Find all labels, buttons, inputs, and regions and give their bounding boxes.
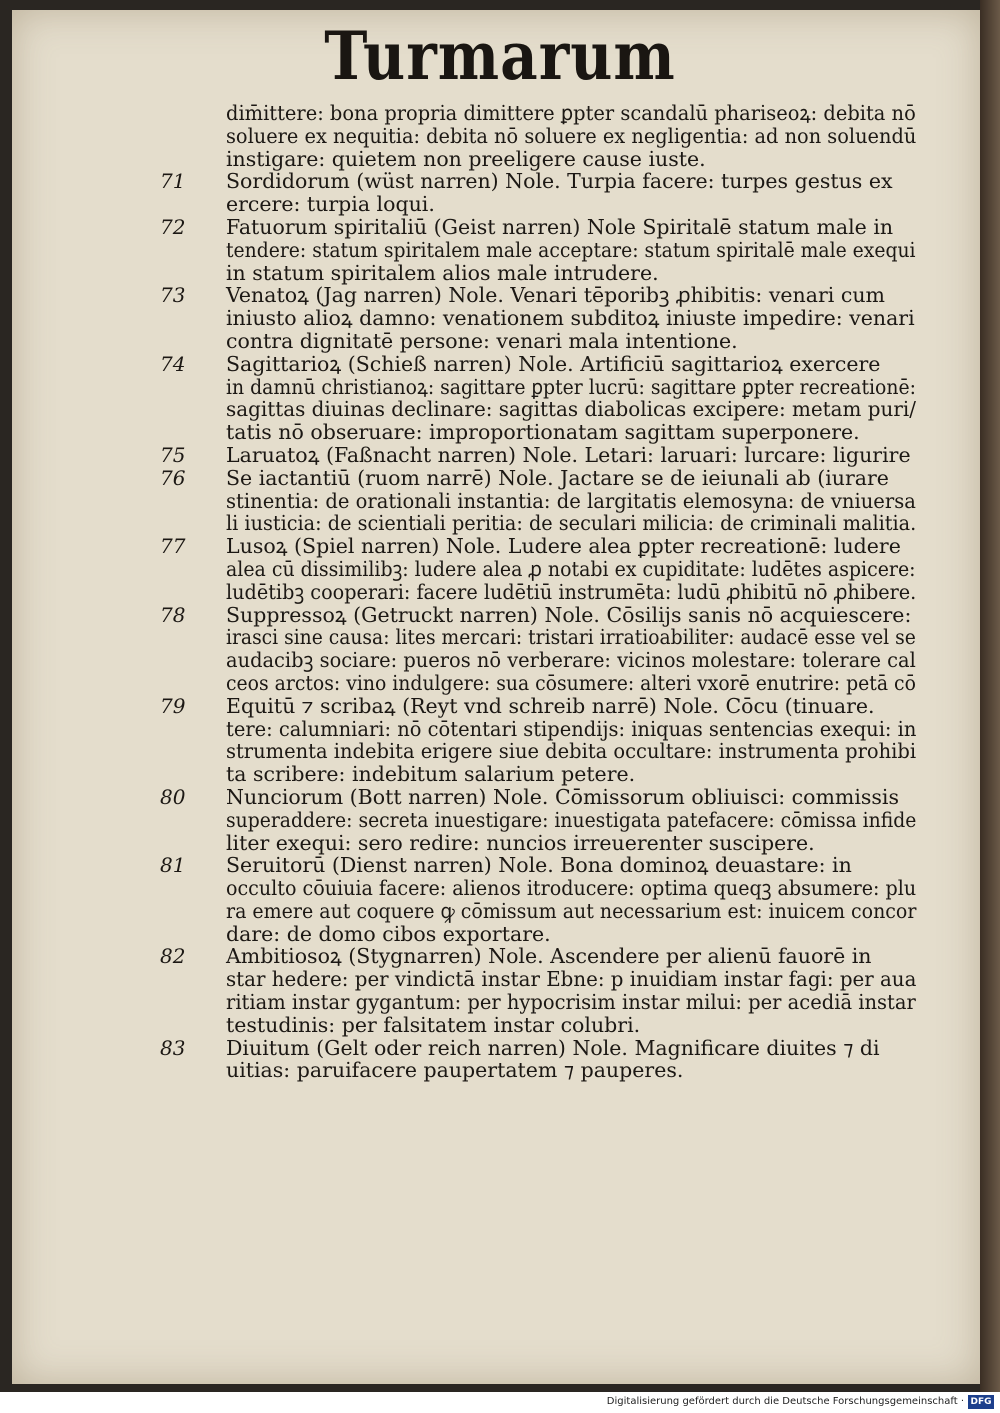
text-line [160, 1059, 920, 1082]
entry-number: 76 [160, 465, 186, 490]
line-text: soluere ex nequitia: debita nō soluere ex negligentia: ad non soluendū [226, 123, 917, 148]
line-text: ta scribere: indebitum salarium petere. [226, 762, 636, 787]
text-line [160, 102, 920, 125]
text-line [160, 262, 920, 285]
text-line [160, 376, 920, 399]
line-text: dim̄ittere: bona propria dimittere ꝑpter scandalū phariseoꝝ: debita nō [226, 101, 916, 125]
line-text: ritiam instar gygantum: per hypocrisim instar milui: per acediā instar [226, 990, 916, 1015]
line-text: Fatuorum spiritaliū (Geist narren) Nole Spiritalē statum male in [226, 214, 894, 239]
entry-number: 83 [160, 1035, 186, 1060]
text-line [160, 1037, 920, 1060]
line-text: ercere: turpia loqui. [226, 192, 435, 217]
text-line [160, 1014, 920, 1037]
line-text: Nunciorum (Bott narren) Nole. Cōmissorum obliuisci: commissis [226, 784, 900, 809]
text-line [160, 786, 920, 809]
line-text: occulto cōuiuia facere: alienos itroducere: optima queqꝫ absumere: plu [226, 876, 917, 901]
line-text: Venatoꝝ (Jag narren) Nole. Venari tēporibꝫ ꝓhibitis: venari cum [226, 283, 885, 308]
text-line [160, 672, 920, 695]
text-line [160, 945, 920, 968]
line-text: ceos arctos: vino indulgere: sua cōsumere: alteri vxorē enutrire: petā cō [226, 670, 916, 695]
text-line [160, 512, 920, 535]
text-line [160, 193, 920, 216]
line-text: Se iactantiū (ruom narrē) Nole. Jactare se de ieiunali ab (iurare [226, 465, 889, 490]
page-body-text [160, 102, 920, 1082]
text-line [160, 695, 920, 718]
line-text: Sagittarioꝝ (Schieß narren) Nole. Artificiū sagittarioꝝ exercere [226, 351, 881, 376]
text-line [160, 148, 920, 171]
line-text: Equitū ⁊ scribaꝝ (Reyt vnd schreib narrē) Nole. Cōcu (tinuare. [226, 693, 875, 718]
line-text: Sordidorum (wüst narren) Nole. Turpia facere: turpes gestus ex [226, 169, 893, 194]
entry-number: 80 [160, 784, 186, 809]
footer-bar [0, 1392, 1000, 1413]
line-text: Seruitorū (Dienst narren) Nole. Bona dominoꝝ deuastare: in [226, 853, 852, 878]
text-line [160, 467, 920, 490]
line-text: ludētibꝫ cooperari: facere ludētiū instrumēta: ludū ꝓhibitū nō ꝓhibere. [226, 579, 917, 604]
line-text: irasci sine causa: lites mercari: tristari irratioabiliter: audacē esse vel se [226, 625, 916, 650]
text-line [160, 763, 920, 786]
line-text: dare: de domo cibos exportare. [226, 921, 551, 946]
text-line [160, 216, 920, 239]
line-text: Lusoꝝ (Spiel narren) Nole. Ludere alea ꝑpter recreationē: ludere [226, 534, 901, 559]
entry-number: 71 [160, 169, 186, 194]
footer-credit: Digitalisierung gefördert durch die Deutsche Forschungsgemeinschaft · [606, 1396, 964, 1407]
line-text: testudinis: per falsitatem instar colubri. [226, 1012, 641, 1037]
text-line [160, 125, 920, 148]
text-line [160, 740, 920, 763]
line-text: in damnū christianoꝝ: sagittare ꝑpter lucrū: sagittare ꝑpter recreationē: [226, 374, 916, 399]
line-text: Laruatoꝝ (Faßnacht narren) Nole. Letari: laruari: lurcare: ligurire [226, 442, 911, 467]
line-text: instigare: quietem non preeligere cause iuste. [226, 146, 706, 171]
text-line [160, 307, 920, 330]
scan-left-edge [0, 0, 12, 1392]
text-line [160, 581, 920, 604]
scan-right-edge [980, 0, 1000, 1392]
line-text: li iusticia: de scientiali peritia: de seculari milicia: de criminali malitia. [226, 511, 917, 536]
text-line [160, 809, 920, 832]
line-text: liter exequi: sero redire: nuncios irreuerenter suscipere. [226, 830, 815, 855]
text-line [160, 353, 920, 376]
line-text: stinentia: de orationali instantia: de largitatis elemosyna: de vniuersa [226, 488, 916, 513]
text-line [160, 535, 920, 558]
line-text: uitias: paruifacere paupertatem ⁊ pauperes. [226, 1058, 684, 1083]
text-line [160, 832, 920, 855]
line-text: sagittas diuinas declinare: sagittas diabolicas excipere: metam puri/ [226, 397, 916, 422]
line-text: iniusto alioꝝ damno: venationem subditoꝝ iniuste impedire: venari [226, 306, 915, 331]
text-line [160, 900, 920, 923]
text-line [160, 649, 920, 672]
text-line [160, 968, 920, 991]
text-line [160, 398, 920, 421]
text-line [160, 854, 920, 877]
entry-number: 72 [160, 214, 186, 239]
text-line [160, 490, 920, 513]
line-text: Ambitiosoꝝ (Stygnarren) Nole. Ascendere per alienū fauorē in [226, 944, 872, 969]
text-line [160, 239, 920, 262]
text-line [160, 170, 920, 193]
line-text: Suppressoꝝ (Getruckt narren) Nole. Cōsilijs sanis nō acquiescere: [226, 602, 912, 627]
text-line [160, 330, 920, 353]
text-line [160, 284, 920, 307]
entry-number: 78 [160, 602, 186, 627]
line-text: tatis nō obseruare: improportionatam sagittam superponere. [226, 420, 860, 445]
entry-number: 79 [160, 693, 186, 718]
line-text: audacibꝫ sociare: pueros nō verberare: vicinos molestare: tolerare cal [226, 648, 916, 673]
text-line [160, 923, 920, 946]
text-line [160, 877, 920, 900]
entry-number: 74 [160, 351, 186, 376]
text-line [160, 626, 920, 649]
line-text: contra dignitatē persone: venari mala intentione. [226, 328, 738, 353]
text-line [160, 604, 920, 627]
line-text: star hedere: per vindictā instar Ebne: p inuidiam instar fagi: per aua [226, 967, 917, 992]
entry-number: 73 [160, 283, 186, 308]
entry-number: 75 [160, 442, 186, 467]
entry-number: 82 [160, 944, 186, 969]
line-text: tere: calumniari: nō cōtentari stipendijs: iniquas sentencias exequi: in [226, 716, 917, 741]
dfg-logo-icon: DFG [968, 1395, 994, 1409]
text-line [160, 421, 920, 444]
line-text: Diuitum (Gelt oder reich narren) Nole. Magnificare diuites ⁊ di [226, 1035, 880, 1060]
page-title: Turmarum [324, 16, 676, 96]
text-line [160, 444, 920, 467]
text-line [160, 558, 920, 581]
entry-number: 81 [160, 853, 186, 878]
line-text: in statum spiritalem alios male intrudere. [226, 260, 659, 285]
line-text: tendere: statum spiritalem male acceptare: statum spiritalē male exequi [226, 237, 916, 262]
text-line [160, 718, 920, 741]
line-text: superaddere: secreta inuestigare: inuestigata patefacere: cōmissa infide [226, 807, 917, 832]
line-text: ra emere aut coquere ꝙ cōmissum aut necessarium est: inuicem concor [226, 898, 917, 923]
line-text: alea cū dissimilibꝫ: ludere alea ꝓ notabi ex cupiditate: ludētes aspicere: [226, 556, 916, 581]
entry-number: 77 [160, 534, 186, 559]
line-text: strumenta indebita erigere siue debita occultare: instrumenta prohibi [226, 739, 917, 764]
text-line [160, 991, 920, 1014]
